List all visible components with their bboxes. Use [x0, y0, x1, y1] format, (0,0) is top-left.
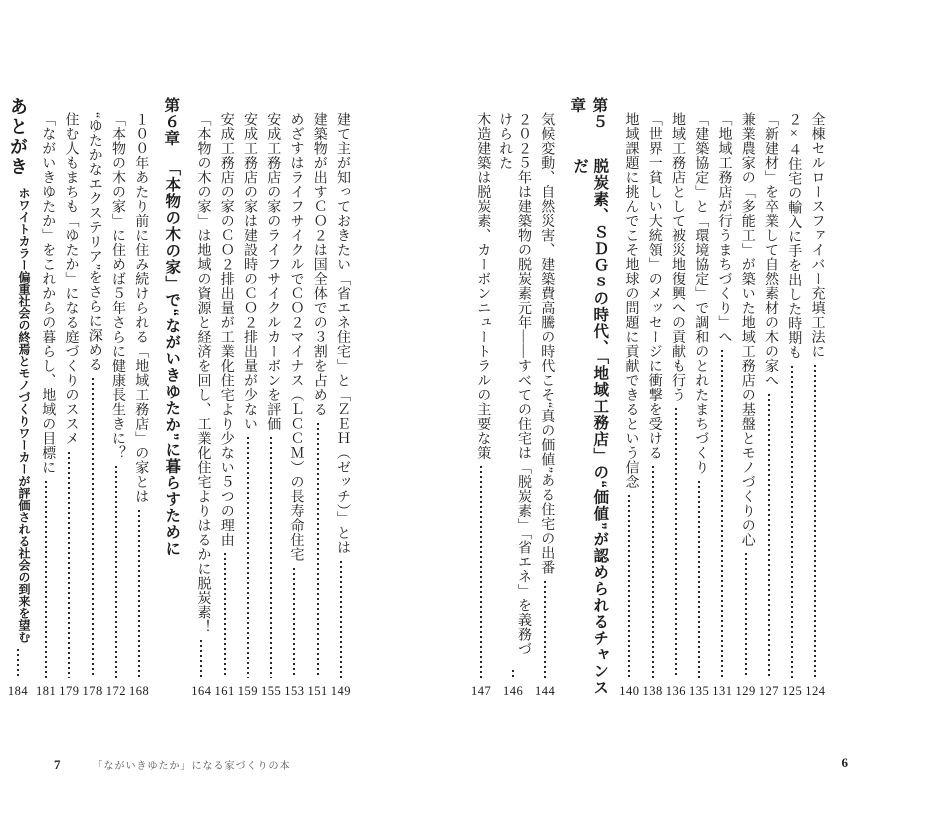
toc-entry — [666, 97, 686, 699]
toc-entry — [643, 97, 663, 699]
toc-entry-title: 「世界一貧しい大統領」のメッセージに衝撃を受ける — [646, 112, 662, 460]
dotted-leader — [68, 452, 70, 679]
toc-entry — [782, 97, 802, 699]
toc-entry-title: 建築物が出すＣＯ２は国全体での３割を占める — [311, 112, 327, 417]
toc-entry — [471, 97, 491, 699]
toc-page-number: 147 — [471, 684, 492, 698]
toc-page-number: 144 — [535, 684, 556, 698]
toc-entry-title: めざすはライフサイクルでＣＯ２マイナス（ＬＣＣＭ）の長寿命住宅 — [288, 112, 304, 562]
dotted-leader — [814, 365, 816, 679]
toc-page-number: 131 — [712, 684, 733, 698]
toc-entry-title: 地域課題に挑んでこそ地球の問題に貢献できるという信念 — [623, 112, 639, 489]
toc-entry-title: ２×４住宅の輸入に手を出した時期も — [786, 112, 802, 360]
toc-entry — [129, 97, 149, 699]
toc-entry — [535, 97, 555, 699]
toc-entry-title: 建て主が知っておきたい「省エネ住宅」と「ＺＥＨ（ゼッチ）」とは — [335, 112, 350, 555]
toc-page-number: 181 — [36, 684, 57, 698]
chapter-number: 第５章 — [568, 97, 608, 130]
chapter-heading-6 — [159, 97, 181, 699]
dotted-leader — [293, 568, 295, 679]
toc-entry — [83, 97, 103, 699]
afterword-subtitle: ホワイトカラー偏重社会の終焉とモノづくりワーカーが評価される社会の到来を望む — [17, 187, 31, 643]
toc-entry-title: 気候変動、自然災害、建築費高騰の時代こそ“真の価値”ある住宅の出番 — [539, 112, 555, 575]
toc-entry-title: ２０２５年は建築物の脱炭素元年――すべての住宅は「脱炭素」「省エネ」を義務づけられた — [497, 112, 532, 656]
dotted-leader — [17, 649, 19, 678]
toc-entry — [712, 97, 732, 699]
toc-page-number: 179 — [59, 684, 80, 698]
dotted-leader — [115, 466, 117, 678]
toc-page-number: 168 — [129, 684, 150, 698]
dotted-leader — [138, 510, 140, 679]
toc-entry-title: １００年あたり前に住み続けられる「地域工務店」の家とは — [133, 112, 149, 504]
toc-entry — [59, 97, 79, 699]
toc-page-number: 124 — [805, 684, 826, 698]
toc-entry — [759, 97, 779, 699]
dotted-leader — [224, 553, 226, 678]
dotted-leader — [512, 670, 514, 678]
toc-entry — [261, 97, 281, 699]
toc-entry — [238, 97, 258, 699]
chapter-title: 脱炭素、ＳＤＧｓの時代、「地域工務店」の“価値”が認められるチャンスだ — [571, 158, 609, 697]
toc-page-number: 164 — [191, 684, 212, 698]
dotted-leader — [768, 394, 770, 679]
toc-page-number: 140 — [619, 684, 640, 698]
toc-page-number: 125 — [782, 684, 803, 698]
toc-page-number: 151 — [307, 684, 328, 698]
toc-columns-left — [0, 97, 366, 699]
toc-page-number: 159 — [237, 684, 258, 698]
toc-entry — [494, 97, 532, 699]
afterword-label: あとがき — [8, 97, 28, 177]
toc-entry-title: 「ながいきゆたか」をこれからの暮らし、地域の目標に — [40, 112, 56, 475]
dotted-leader — [200, 640, 202, 678]
toc-entry — [191, 97, 211, 699]
toc-entry — [36, 97, 56, 699]
toc-page-number: 136 — [665, 684, 687, 698]
toc-entry-title: 「本物の木の家」に住めば５年さらに健康長生きに？ — [110, 112, 125, 460]
toc-entry-title: 「建築協定」と「環境協定」で調和のとれたまちづくり — [693, 112, 709, 475]
toc-page-number: 149 — [330, 684, 351, 698]
toc-page-number: 146 — [503, 684, 524, 698]
dotted-leader — [317, 423, 319, 679]
dotted-leader — [92, 378, 94, 678]
dotted-leader — [628, 495, 630, 678]
toc-entry-title: 「本物の木の家」は地域の資源と経済を回し、工業化住宅よりはるかに脱炭素！ — [195, 112, 211, 634]
dotted-leader — [745, 553, 747, 678]
toc-page-number: 129 — [735, 684, 756, 698]
toc-entry-title: 「新建材」を卒業して自然素材の木の家へ — [763, 112, 779, 388]
toc-page-number: 138 — [642, 684, 663, 698]
toc-entry-title: 住む人もまちも「ゆたか」になる庭づくりのススメ — [63, 112, 79, 446]
toc-entry — [284, 97, 304, 699]
toc-page-number: 127 — [758, 684, 780, 698]
chapter-heading-5 — [565, 97, 609, 699]
toc-entry-title: 安成工務店の家は建設時のＣＯ２排出量が少ない — [242, 112, 257, 431]
toc-entry — [689, 97, 709, 699]
dotted-leader — [480, 466, 482, 678]
dotted-leader — [247, 437, 249, 678]
toc-entry — [736, 97, 756, 699]
toc-page-number: 153 — [284, 684, 305, 698]
dotted-leader — [340, 561, 342, 679]
toc-page-number: 184 — [7, 684, 29, 698]
toc-columns-right — [468, 97, 855, 699]
folio-number-right: 6 — [841, 755, 848, 770]
toc-entry — [619, 97, 639, 699]
toc-page-number: 135 — [689, 684, 710, 698]
toc-page-number: 172 — [105, 684, 126, 698]
toc-page-number: 178 — [82, 684, 103, 698]
toc-entry-title: 安成工務店の家のライフサイクルカーボンを評価 — [265, 112, 281, 431]
toc-entry-title: 「地域工務店が行うまちづくり」へ — [716, 112, 732, 344]
folio-number-left: 7 — [54, 757, 61, 772]
page-footer-left — [54, 757, 291, 773]
toc-page-number: 155 — [261, 684, 282, 698]
toc-entry-title: 地域工務店として被災地復興への貢献も行う — [670, 112, 686, 402]
dotted-leader — [721, 350, 723, 678]
toc-entry — [106, 97, 126, 699]
dotted-leader — [45, 481, 47, 679]
toc-entry — [215, 97, 235, 699]
chapter-number: 第６章 — [162, 97, 180, 147]
toc-entry-title: 木造建築は脱炭素、カーボンニュートラルの主要な策 — [475, 112, 491, 460]
dotted-leader — [675, 408, 677, 678]
toc-entry — [331, 97, 351, 699]
toc-entry-title: 全棟セルロースファイバー充填工法に — [809, 112, 825, 359]
toc-entry-title: 兼業農家の「多能工」が築いた地域工務店の基盤とモノづくりの心 — [739, 112, 755, 547]
chapter-title: 「本物の木の家」で“ながいきゆたか”に暮らすために — [163, 159, 181, 557]
toc-entry — [805, 97, 825, 699]
toc-entry — [308, 97, 328, 699]
toc-entry-title: 安成工務店の家のＣＯ２排出量が工業化住宅より少ない５つの理由 — [218, 112, 234, 547]
dotted-leader — [544, 581, 546, 678]
page-right — [468, 0, 936, 819]
toc-page-number: 161 — [214, 684, 235, 698]
dotted-leader — [698, 481, 700, 679]
afterword-heading — [5, 97, 31, 699]
running-title: 「ながいきゆたか」になる家づくりの本 — [92, 761, 291, 772]
toc-entry-title: “ゆたかなエクステリア”をさらに深める — [86, 112, 102, 372]
dotted-leader — [270, 437, 272, 678]
dotted-leader — [791, 366, 793, 679]
dotted-leader — [652, 466, 654, 678]
